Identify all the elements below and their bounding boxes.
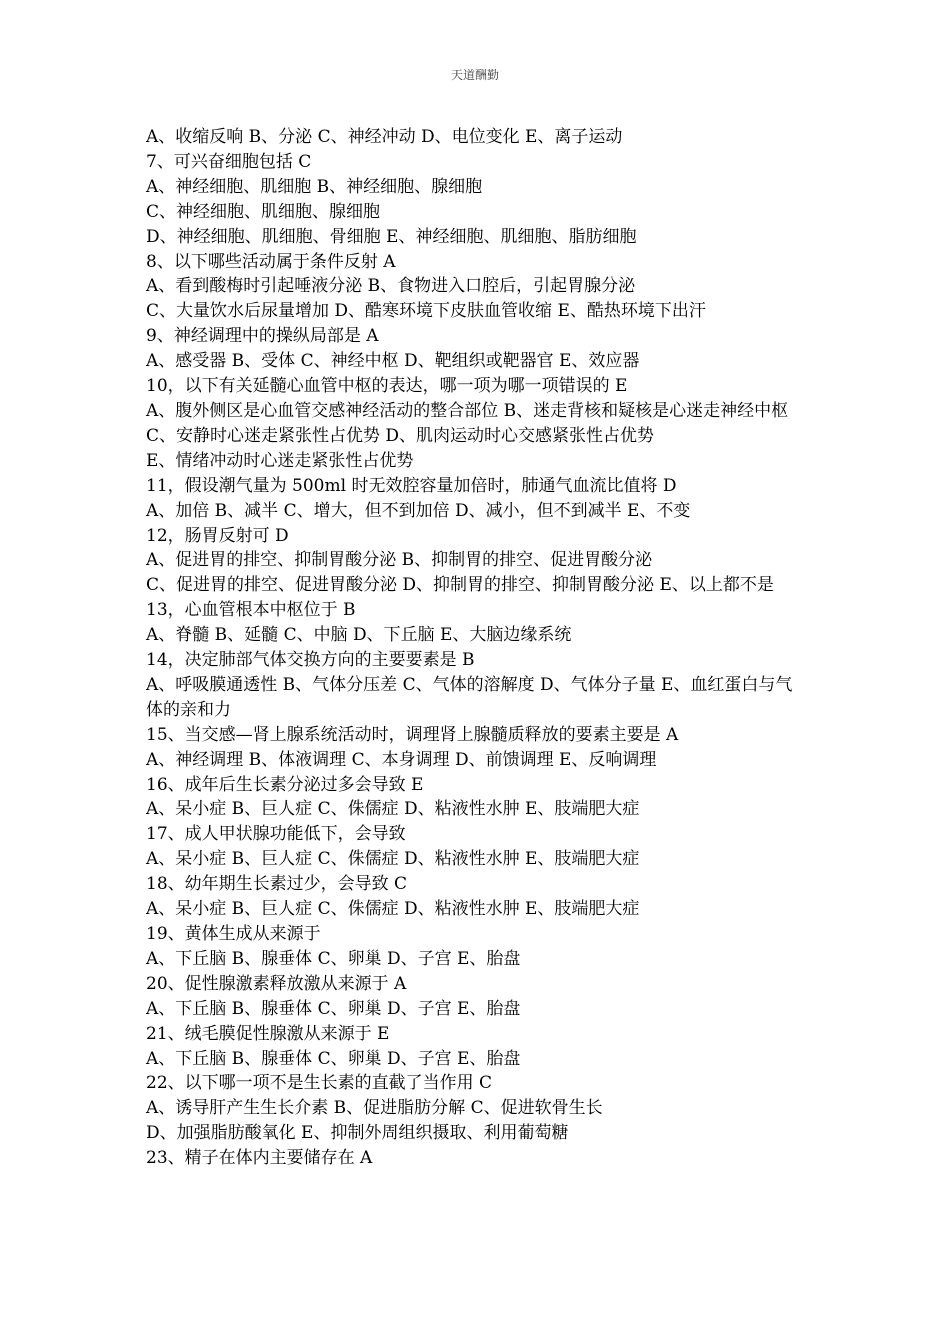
text-line: A、脊髓 B、延髓 C、中脑 D、下丘脑 E、大脑边缘系统 [146, 625, 572, 646]
page-header: 天道酬勤 [450, 68, 499, 82]
text-line: E、情绪冲动时心迷走紧张性占优势 [146, 450, 414, 471]
text-line: A、下丘脑 B、腺垂体 C、卵巢 D、子宫 E、胎盘 [146, 998, 521, 1019]
text-line: 12，肠胃反射可 D [146, 525, 289, 546]
text-line: A、诱导肝产生生长介素 B、促进脂肪分解 C、促进软骨生长 [146, 1098, 603, 1119]
text-line: 18、幼年期生长素过少，会导致 C [146, 874, 408, 895]
text-line: C、安静时心迷走紧张性占优势 D、肌肉运动时心交感紧张性占优势 [146, 425, 655, 446]
text-line: 22、以下哪一项不是生长素的直截了当作用 C [146, 1073, 493, 1094]
text-line: 13，心血管根本中枢位于 B [146, 600, 356, 621]
document-body [146, 125, 808, 1171]
text-line: A、呆小症 B、巨人症 C、侏儒症 D、粘液性水肿 E、肢端肥大症 [146, 849, 640, 870]
text-line: A、神经细胞、肌细胞 B、神经细胞、腺细胞 [146, 176, 483, 197]
text-line: 17、成人甲状腺功能低下，会导致 [146, 824, 406, 845]
text-line: 15、当交感—肾上腺系统活动时，调理肾上腺髓质释放的要素主要是 A [146, 724, 679, 745]
text-line: A、腹外侧区是心血管交感神经活动的整合部位 B、迷走背核和疑核是心迷走神经中枢 [146, 400, 789, 421]
text-line: 14，决定肺部气体交换方向的主要要素是 B [146, 650, 475, 671]
text-line: D、神经细胞、肌细胞、骨细胞 E、神经细胞、肌细胞、脂肪细胞 [146, 226, 637, 247]
text-line: 9、神经调理中的操纵局部是 A [146, 326, 379, 347]
text-line: A、看到酸梅时引起唾液分泌 B、食物进入口腔后，引起胃腺分泌 [146, 276, 636, 297]
text-line: A、神经调理 B、体液调理 C、本身调理 D、前馈调理 E、反响调理 [146, 749, 657, 770]
text-line: 21、绒毛膜促性腺激从来源于 E [146, 1023, 390, 1044]
text-line: A、收缩反响 B、分泌 C、神经冲动 D、电位变化 E、离子运动 [146, 127, 623, 147]
text-line: A、加倍 B、减半 C、增大，但不到加倍 D、减小，但不到减半 E、不变 [146, 500, 691, 521]
text-line: 19、黄体生成从来源于 [146, 924, 321, 944]
text-line: A、呼吸膜通透性 B、气体分压差 C、气体的溶解度 D、气体分子量 E、血红蛋白与气体的亲和力 [146, 674, 793, 720]
text-line: A、呆小症 B、巨人症 C、侏儒症 D、粘液性水肿 E、肢端肥大症 [146, 799, 640, 820]
text-line: A、下丘脑 B、腺垂体 C、卵巢 D、子宫 E、胎盘 [146, 948, 521, 969]
text-line: A、感受器 B、受体 C、神经中枢 D、靶组织或靶器官 E、效应器 [146, 351, 640, 372]
text-line: D、加强脂肪酸氧化 E、抑制外周组织摄取、利用葡萄糖 [146, 1123, 569, 1144]
text-line: C、神经细胞、肌细胞、腺细胞 [146, 201, 381, 222]
text-line: 8、以下哪些活动属于条件反射 A [146, 251, 396, 272]
text-line: 16、成年后生长素分泌过多会导致 E [146, 774, 424, 795]
text-line: C、促进胃的排空、促进胃酸分泌 D、抑制胃的排空、抑制胃酸分泌 E、以上都不是 [146, 575, 774, 596]
text-line: 23、精子在体内主要储存在 A [146, 1148, 373, 1169]
text-line: A、呆小症 B、巨人症 C、侏儒症 D、粘液性水肿 E、肢端肥大症 [146, 899, 640, 920]
text-line: A、促进胃的排空、抑制胃酸分泌 B、抑制胃的排空、促进胃酸分泌 [146, 550, 653, 571]
text-line: 11，假设潮气量为 500ml 时无效腔容量加倍时，肺通气血流比值将 D [146, 475, 677, 496]
text-line: 20、促性腺激素释放激从来源于 A [146, 973, 407, 994]
text-line: 10，以下有关延髓心血管中枢的表达，哪一项为哪一项错误的 E [146, 376, 628, 397]
text-line: A、下丘脑 B、腺垂体 C、卵巢 D、子宫 E、胎盘 [146, 1048, 521, 1069]
text-line: C、大量饮水后尿量增加 D、酷寒环境下皮肤血管收缩 E、酷热环境下出汗 [146, 301, 706, 322]
text-line: 7、可兴奋细胞包括 C [146, 151, 312, 172]
